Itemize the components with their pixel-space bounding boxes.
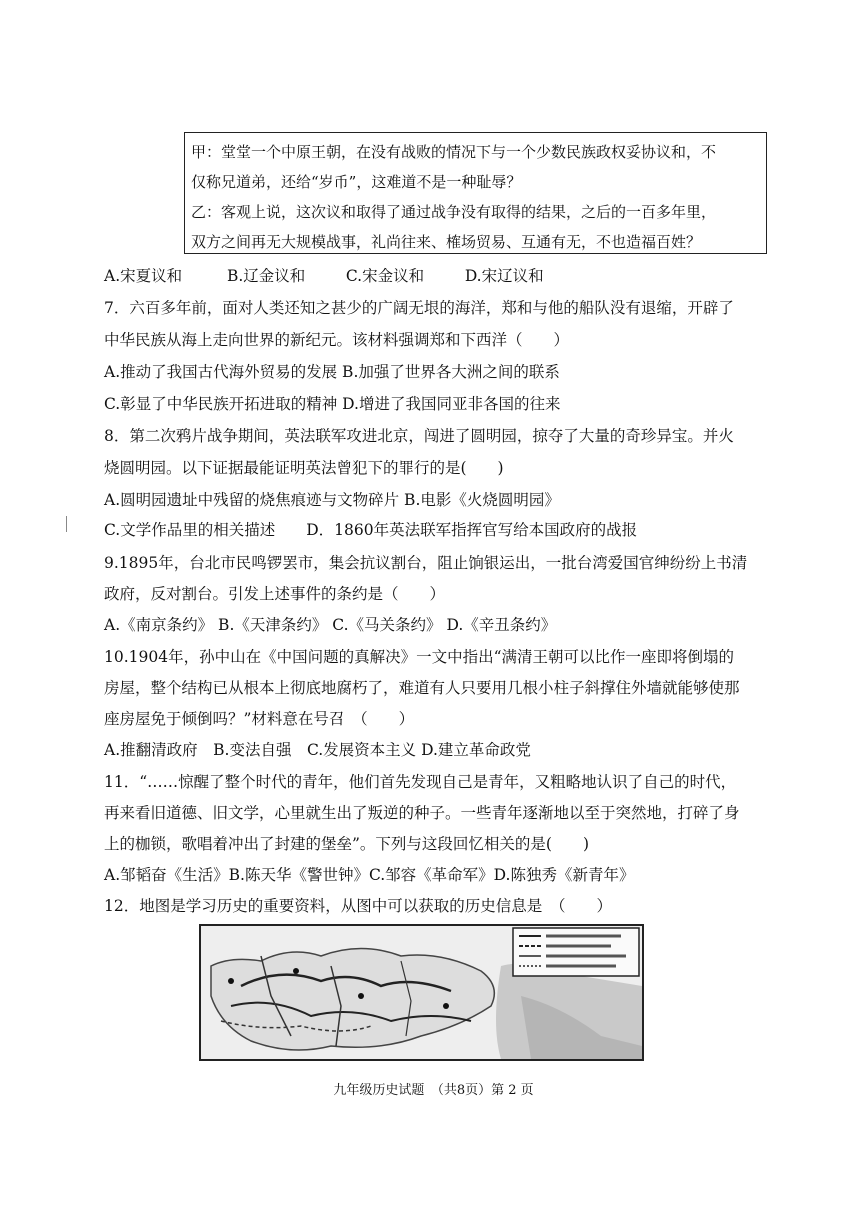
historical-map-image [199, 924, 644, 1061]
q9-stem-line-2: 政府，反对割台。引发上述事件的条约是（ ） [104, 585, 446, 603]
q6-option-a: A.宋夏议和 [104, 267, 183, 285]
q10-stem-line-2: 房屋，整个结构已从根本上彻底地腐朽了，难道有人只要用几根小柱子斜撑住外墙就能够使那 [104, 679, 740, 697]
q12-stem: 12．地图是学习历史的重要资料，从图中可以获取的历史信息是 （ ） [104, 897, 612, 915]
page-footer: 九年级历史试题 （共8页）第 2 页 [333, 1083, 534, 1098]
q7-options-cd: C.彰显了中华民族开拓进取的精神 D.增进了我国同亚非各国的往来 [104, 395, 561, 413]
q7-stem-line-1: 7．六百多年前，面对人类还知之甚少的广阔无垠的海洋，郑和与他的船队没有退缩，开辟了 [104, 299, 734, 317]
q6-option-c: C.宋金议和 [345, 267, 425, 285]
q10-stem-line-1: 10.1904年，孙中山在《中国问题的真解决》一文中指出“满清王朝可以比作一座即将倒塌的 [104, 648, 735, 666]
q8-stem-line-2: 烧圆明园。以下证据最能证明英法曾犯下的罪行的是( ) [104, 459, 504, 477]
q11-stem-line-3: 上的枷锁，歌唱着冲出了封建的堡垒”。下列与这段回忆相关的是( ) [104, 835, 590, 853]
q9-stem-line-1: 9.1895年，台北市民鸣锣罢市，集会抗议割台，阻止饷银运出，一批台湾爱国官绅纷纷上书清 [104, 554, 748, 572]
dialogue-jia-line-1: 甲：堂堂一个中原王朝，在没有战败的情况下与一个少数民族政权妥协议和，不 [191, 143, 717, 161]
q6-option-b: B.辽金议和 [226, 267, 306, 285]
q6-options [104, 264, 544, 286]
dialogue-yi-line-2: 双方之间再无大规模战事，礼尚往来、榷场贸易、互通有无，不也造福百姓？ [191, 233, 702, 251]
dialogue-box [184, 132, 767, 254]
q10-options: A.推翻清政府 B.变法自强 C.发展资本主义 D.建立革命政党 [104, 741, 531, 759]
q10-stem-line-3: 座房屋免于倾倒吗？”材料意在号召 （ ） [104, 710, 415, 728]
q8-stem-line-1: 8．第二次鸦片战争期间，英法联军攻进北京，闯进了圆明园，掠夺了大量的奇珍异宝。并火 [104, 427, 734, 445]
dialogue-jia-line-2: 仅称兄道弟，还给“岁币”，这难道不是一种耻辱？ [191, 173, 522, 191]
q11-stem-line-2: 再来看旧道德、旧文学，心里就生出了叛逆的种子。一些青年逐渐地以至于突然地，打碎了身 [104, 804, 740, 822]
q11-stem-line-1: 11．“……惊醒了整个时代的青年，他们首先发现自己是青年，又粗略地认识了自己的时代， [104, 773, 737, 791]
q8-options-ab: A.圆明园遗址中残留的烧焦痕迹与文物碎片 B.电影《火烧圆明园》 [104, 491, 560, 509]
q8-options-cd: C.文学作品里的相关描述 D．1860年英法联军指挥官写给本国政府的战报 [104, 521, 638, 539]
q6-option-d: D.宋辽议和 [464, 267, 544, 285]
q7-stem-line-2: 中华民族从海上走向世界的新纪元。该材料强调郑和下西洋（ ） [104, 331, 570, 349]
dialogue-yi-line-1: 乙：客观上说，这次议和取得了通过战争没有取得的结果，之后的一百多年里， [191, 203, 717, 221]
map-drawing [201, 926, 642, 1059]
q7-options-ab: A.推动了我国古代海外贸易的发展 B.加强了世界各大洲之间的联系 [104, 363, 560, 381]
q11-options: A.邹韬奋《生活》B.陈天华《警世钟》C.邹容《革命军》D.陈独秀《新青年》 [104, 866, 635, 884]
q9-options: A.《南京条约》 B.《天津条约》 C.《马关条约》 D.《辛丑条约》 [104, 616, 557, 634]
scan-mark [66, 516, 67, 532]
